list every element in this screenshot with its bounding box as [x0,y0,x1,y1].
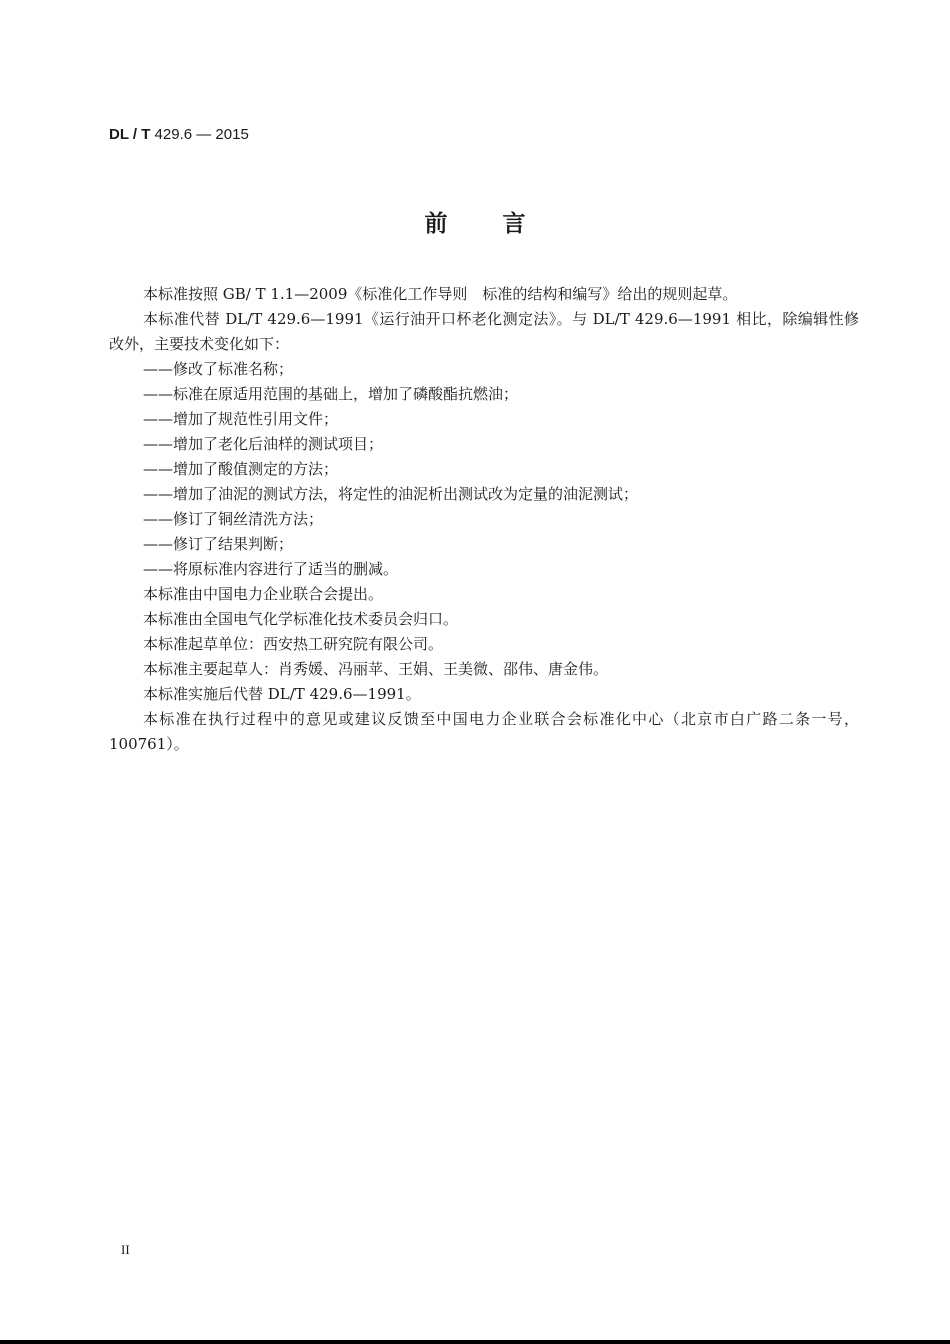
change-item: ——增加了油泥的测试方法，将定性的油泥析出测试改为定量的油泥测试； [143,485,639,503]
paragraph-drafting-rules: 本标准按照 GB/ T 1.1—2009《标准化工作导则 标准的结构和编写》给出的规则起草。 [143,285,738,303]
standard-code-prefix: DL / T [109,126,151,143]
paragraph-drafters: 本标准主要起草人：肖秀媛、冯丽苹、王娟、王美微、邵伟、唐金伟。 [143,660,609,678]
standard-code [109,126,249,143]
standard-code-number: 429.6 — 2015 [150,126,249,143]
paragraph-committee: 本标准由全国电气化学标准化技术委员会归口。 [143,610,459,628]
paragraph-feedback: 本标准在执行过程中的意见或建议反馈至中国电力企业联合会标准化中心（北京市白广路二条一号，100761）。 [109,710,859,753]
change-item: ——修改了标准名称； [143,360,294,378]
page-title: 前言 [424,211,581,237]
change-item: ——修订了结果判断； [143,535,294,553]
change-item: ——增加了酸值测定的方法； [143,460,339,478]
paragraph-replacement: 本标准代替 DL/T 429.6—1991《运行油开口杯老化测定法》。与 DL/T 429.6—1991 相比，除编辑性修改外，主要技术变化如下： [109,310,859,353]
change-item: ——标准在原适用范围的基础上，增加了磷酸酯抗燃油； [143,385,519,403]
page-number: II [121,1242,130,1257]
foreword-body [109,282,859,757]
bottom-border [0,1340,950,1344]
paragraph-drafting-unit: 本标准起草单位：西安热工研究院有限公司。 [143,635,444,653]
paragraph-supersedes: 本标准实施后代替 DL/T 429.6—1991。 [143,685,421,703]
paragraph-proposer: 本标准由中国电力企业联合会提出。 [143,585,384,603]
change-item: ——修订了铜丝清洗方法； [143,510,324,528]
change-item: ——增加了老化后油样的测试项目； [143,435,384,453]
change-item: ——将原标准内容进行了适当的删减。 [143,560,399,578]
change-item: ——增加了规范性引用文件； [143,410,339,428]
